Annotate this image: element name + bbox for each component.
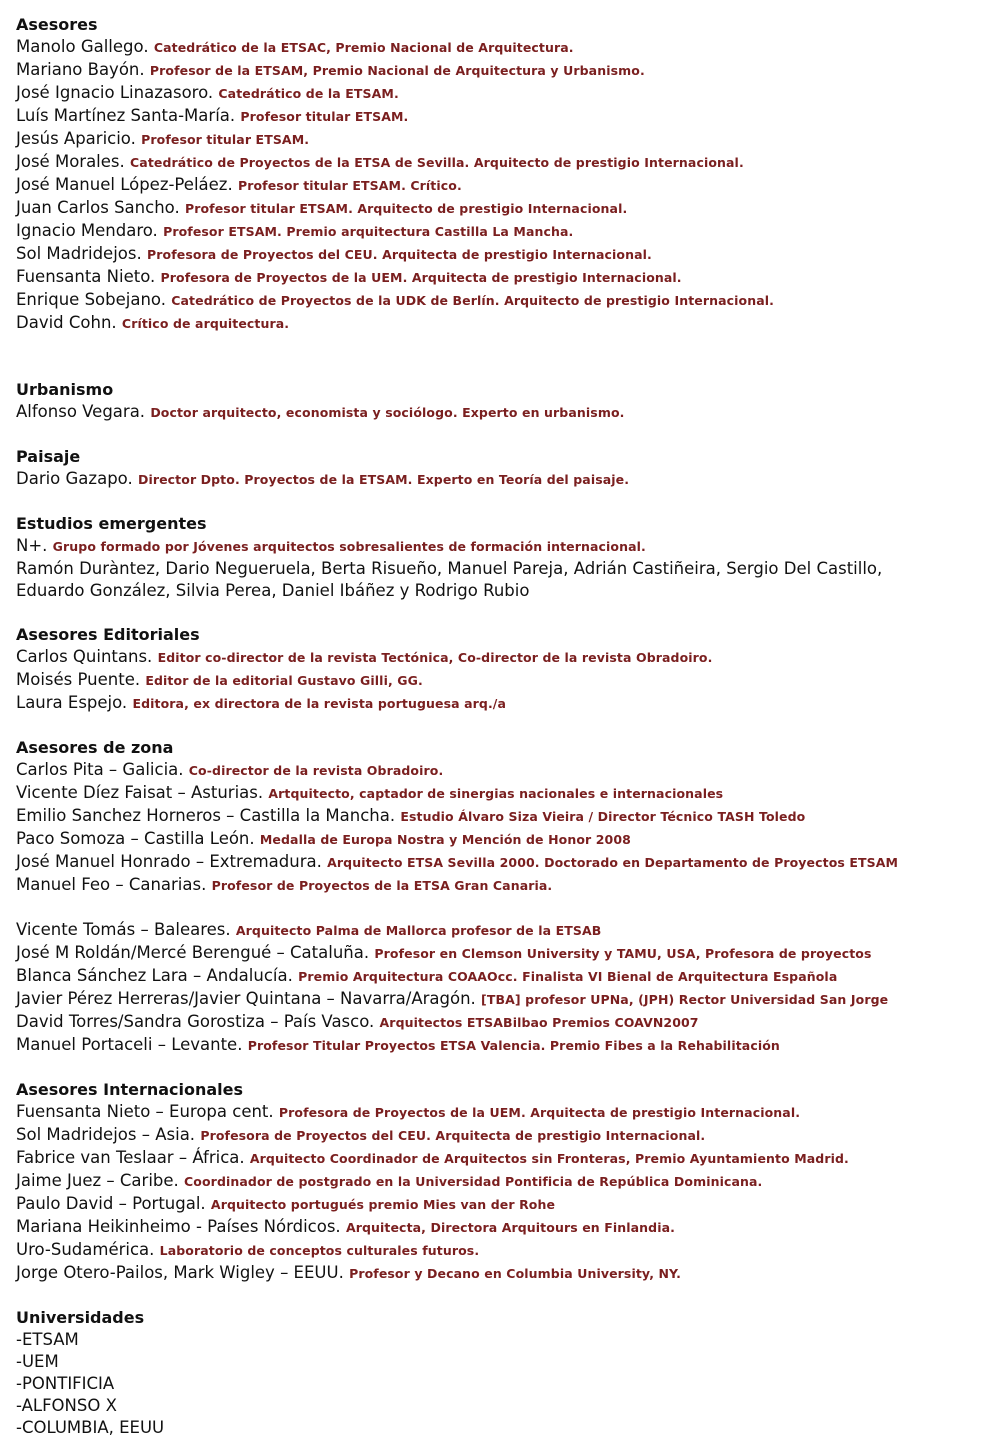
entry-name: N+. (16, 536, 48, 555)
entry-line (16, 197, 986, 220)
section (16, 379, 986, 446)
entry-line (16, 82, 986, 105)
entry-description: [TBA] profesor UPNa, (JPH) Rector Universidad San Jorge (481, 992, 889, 1007)
entry-description: Profesor en Clemson University y TAMU, USA, Profesora de proyectos (374, 946, 872, 961)
entry-name: Juan Carlos Sancho. (16, 198, 180, 217)
section-heading: Estudios emergentes (16, 514, 207, 533)
entry-name: Blanca Sánchez Lara – Andalucía. (16, 966, 293, 985)
entry-name: Laura Espejo. (16, 693, 128, 712)
entry-description: Profesora de Proyectos del CEU. Arquitecta de prestigio Internacional. (200, 1128, 706, 1143)
entry-description: Profesor titular ETSAM. (141, 132, 310, 147)
entry-description: Profesora de Proyectos de la UEM. Arquitecta de prestigio Internacional. (160, 270, 682, 285)
section-heading: Paisaje (16, 447, 81, 466)
entry-name: -ALFONSO X (16, 1396, 117, 1415)
entry-description: Profesor de la ETSAM, Premio Nacional de Arquitectura y Urbanismo. (149, 63, 645, 78)
entry-name: Eduardo González, Silvia Perea, Daniel Ibáñez y Rodrigo Rubio (16, 581, 530, 600)
entry-line (16, 1124, 986, 1147)
entry-name: Dario Gazapo. (16, 469, 133, 488)
entry-description: Crítico de arquitectura. (121, 316, 290, 331)
entry-name: José Morales. (16, 152, 125, 171)
entry-description: Premio Arquitectura COAAOcc. Finalista VI Bienal de Arquitectura Española (298, 969, 838, 984)
entry-name: Ramón Duràntez, Dario Negueruela, Berta Risueño, Manuel Pareja, Adrián Castiñeira, Sergio Del Castillo, (16, 559, 883, 578)
entry-name: Manuel Feo – Canarias. (16, 875, 207, 894)
document-body (16, 14, 986, 1439)
entry-line (16, 1011, 986, 1034)
entry-name: Fabrice van Teslaar – África. (16, 1148, 245, 1167)
entry-description: Profesor y Decano en Columbia University, NY. (349, 1266, 681, 1281)
entry-name: -PONTIFICIA (16, 1374, 115, 1393)
entry-line (16, 1373, 986, 1395)
entry-description: Arquitecto Coordinador de Arquitectos sin Fronteras, Premio Ayuntamiento Madrid. (249, 1151, 849, 1166)
entry-line (16, 919, 986, 942)
entry-line (16, 558, 986, 580)
entry-description: Medalla de Europa Nostra y Mención de Honor 2008 (259, 832, 631, 847)
section-heading: Asesores (16, 15, 98, 34)
entry-description: Catedrático de la ETSAC, Premio Nacional de Arquitectura. (153, 40, 574, 55)
entry-line (16, 105, 986, 128)
entry-description: Co-director de la revista Obradoiro. (188, 763, 444, 778)
entry-description: Doctor arquitecto, economista y sociólogo. Experto en urbanismo. (150, 405, 625, 420)
entry-name: Fuensanta Nieto – Europa cent. (16, 1102, 274, 1121)
entry-name: Ignacio Mendaro. (16, 221, 158, 240)
entry-line (16, 692, 986, 715)
entry-description: Editor de la editorial Gustavo Gilli, GG. (145, 673, 423, 688)
entry-name: Paco Somoza – Castilla León. (16, 829, 255, 848)
entry-name: Mariana Heikinheimo - Países Nórdicos. (16, 1217, 341, 1236)
entry-line (16, 897, 986, 919)
entry-description: Profesora de Proyectos del CEU. Arquitecta de prestigio Internacional. (146, 247, 652, 262)
section (16, 446, 986, 513)
section (16, 737, 986, 1079)
entry-name: -COLUMBIA, EEUU (16, 1418, 165, 1437)
entry-name: Mariano Bayón. (16, 60, 145, 79)
entry-line (16, 535, 986, 558)
entry-line (16, 646, 986, 669)
section-heading: Asesores Editoriales (16, 625, 200, 644)
entry-line (16, 828, 986, 851)
section (16, 14, 986, 379)
entry-line (16, 851, 986, 874)
entry-line (16, 965, 986, 988)
entry-description: Arquitecto portugués premio Mies van der Rohe (210, 1197, 556, 1212)
entry-name: Carlos Quintans. (16, 647, 153, 666)
entry-name: -ETSAM (16, 1330, 79, 1349)
entry-line (16, 151, 986, 174)
entry-line (16, 1193, 986, 1216)
entry-line (16, 1417, 986, 1439)
section (16, 1307, 986, 1439)
entry-name: David Cohn. (16, 313, 117, 332)
entry-name: Jorge Otero-Pailos, Mark Wigley – EEUU. (16, 1263, 344, 1282)
entry-line (16, 128, 986, 151)
entry-description: Grupo formado por Jóvenes arquitectos sobresalientes de formación internacional. (52, 539, 646, 554)
entry-line (16, 1170, 986, 1193)
section-heading: Asesores de zona (16, 738, 174, 757)
entry-line (16, 1351, 986, 1373)
entry-name: -UEM (16, 1352, 59, 1371)
entry-name: David Torres/Sandra Gorostiza – País Vasco. (16, 1012, 375, 1031)
entry-name: Jesús Aparicio. (16, 129, 136, 148)
entry-name: Enrique Sobejano. (16, 290, 166, 309)
entry-description: Arquitecto ETSA Sevilla 2000. Doctorado en Departamento de Proyectos ETSAM (327, 855, 899, 870)
entry-line (16, 759, 986, 782)
entry-name: José M Roldán/Mercé Berengué – Cataluña. (16, 943, 370, 962)
entry-name: Uro-Sudamérica. (16, 1240, 155, 1259)
section-spacer (16, 424, 986, 446)
entry-name: Sol Madridejos. (16, 244, 142, 263)
entry-line (16, 782, 986, 805)
entry-line (16, 1395, 986, 1417)
entry-description: Laboratorio de conceptos culturales futuros. (159, 1243, 480, 1258)
entry-line (16, 220, 986, 243)
entry-name: Alfonso Vegara. (16, 402, 146, 421)
entry-name: Sol Madridejos – Asia. (16, 1125, 196, 1144)
entry-description: Artquitecto, captador de sinergias nacionales e internacionales (268, 786, 724, 801)
entry-line (16, 942, 986, 965)
entry-line (16, 174, 986, 197)
entry-line (16, 36, 986, 59)
entry-name: Vicente Díez Faisat – Asturias. (16, 783, 264, 802)
entry-description: Arquitecta, Directora Arquitours en Finlandia. (345, 1220, 675, 1235)
entry-description: Profesor titular ETSAM. Arquitecto de prestigio Internacional. (184, 201, 628, 216)
entry-name: Emilio Sanchez Horneros – Castilla la Mancha. (16, 806, 396, 825)
entry-description: Arquitectos ETSABilbao Premios COAVN2007 (379, 1015, 699, 1030)
entry-name: Manolo Gallego. (16, 37, 149, 56)
entry-name: Paulo David – Portugal. (16, 1194, 206, 1213)
entry-description: Coordinador de postgrado en la Universidad Pontificia de República Dominicana. (184, 1174, 763, 1189)
entry-description: Profesor Titular Proyectos ETSA Valencia. Premio Fibes a la Rehabilitación (247, 1038, 780, 1053)
entry-line (16, 580, 986, 602)
entry-line (16, 1147, 986, 1170)
entry-line (16, 1262, 986, 1285)
entry-line (16, 401, 986, 424)
entry-line (16, 266, 986, 289)
entry-line (16, 1034, 986, 1057)
section-spacer (16, 491, 986, 513)
entry-line (16, 1057, 986, 1079)
entry-line (16, 289, 986, 312)
entry-line (16, 1239, 986, 1262)
section (16, 513, 986, 624)
entry-line (16, 1329, 986, 1351)
entry-line (16, 1216, 986, 1239)
section-heading: Asesores Internacionales (16, 1080, 244, 1099)
entry-line (16, 468, 986, 491)
section-spacer (16, 1285, 986, 1307)
section-spacer (16, 715, 986, 737)
entry-description: Profesor ETSAM. Premio arquitectura Castilla La Mancha. (163, 224, 574, 239)
entry-description: Director Dpto. Proyectos de la ETSAM. Experto en Teoría del paisaje. (137, 472, 630, 487)
entry-name: Moisés Puente. (16, 670, 141, 689)
section (16, 1079, 986, 1307)
entry-name: Jaime Juez – Caribe. (16, 1171, 179, 1190)
entry-name: Manuel Portaceli – Levante. (16, 1035, 243, 1054)
entry-description: Estudio Álvaro Siza Vieira / Director Técnico TASH Toledo (400, 809, 806, 824)
entry-description: Profesor titular ETSAM. Crítico. (237, 178, 462, 193)
section (16, 624, 986, 737)
entry-line (16, 988, 986, 1011)
entry-description: Catedrático de la ETSAM. (218, 86, 399, 101)
entry-description: Arquitecto Palma de Mallorca profesor de la ETSAB (235, 923, 602, 938)
entry-description: Profesor titular ETSAM. (240, 109, 409, 124)
entry-name: Fuensanta Nieto. (16, 267, 156, 286)
entry-name: José Manuel Honrado – Extremadura. (16, 852, 322, 871)
entry-description: Profesor de Proyectos de la ETSA Gran Canaria. (211, 878, 553, 893)
section-spacer (16, 335, 986, 379)
entry-description: Editora, ex directora de la revista portuguesa arq./a (132, 696, 507, 711)
section-spacer (16, 602, 986, 624)
entry-line (16, 1101, 986, 1124)
entry-name: Luís Martínez Santa-María. (16, 106, 236, 125)
entry-line (16, 669, 986, 692)
section-heading: Universidades (16, 1308, 145, 1327)
entry-description: Catedrático de Proyectos de la ETSA de Sevilla. Arquitecto de prestigio Internacional. (130, 155, 744, 170)
entry-name: José Manuel López-Peláez. (16, 175, 233, 194)
entry-line (16, 312, 986, 335)
entry-name: José Ignacio Linazasoro. (16, 83, 214, 102)
entry-line (16, 874, 986, 897)
entry-name: Vicente Tomás – Baleares. (16, 920, 231, 939)
entry-name: Carlos Pita – Galicia. (16, 760, 184, 779)
entry-name: Javier Pérez Herreras/Javier Quintana – Navarra/Aragón. (16, 989, 476, 1008)
entry-line (16, 59, 986, 82)
entry-line (16, 805, 986, 828)
section-heading: Urbanismo (16, 380, 114, 399)
entry-description: Profesora de Proyectos de la UEM. Arquitecta de prestigio Internacional. (278, 1105, 801, 1120)
entry-line (16, 243, 986, 266)
entry-description: Catedrático de Proyectos de la UDK de Berlín. Arquitecto de prestigio Internacional. (171, 293, 775, 308)
entry-description: Editor co-director de la revista Tectónica, Co-director de la revista Obradoiro. (157, 650, 713, 665)
